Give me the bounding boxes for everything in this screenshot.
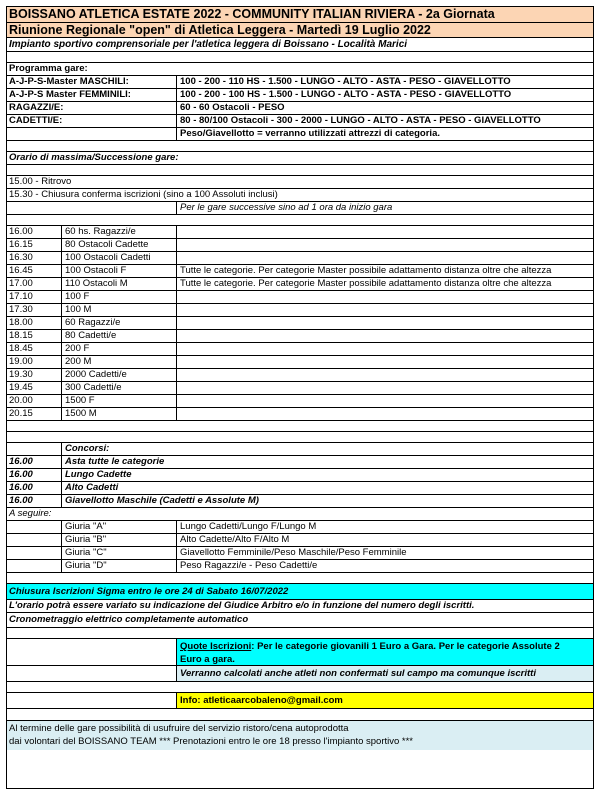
corsa-event: 300 Cadetti/e [61, 382, 176, 394]
corsa-row [6, 291, 594, 304]
corsa-row [6, 278, 594, 291]
giuria-spacer [6, 560, 61, 572]
corsa-event: 60 Ragazzi/e [61, 317, 176, 329]
venue-line: Impianto sportivo comprensoriale per l'atletica leggera di Boissano - Località Marici [6, 38, 594, 52]
corsa-note [176, 226, 594, 238]
programma-events: 60 - 60 Ostacoli - PESO [176, 102, 594, 114]
concorso-time: 16.00 [9, 482, 33, 493]
corsa-note [176, 356, 594, 368]
concorso-time: 16.00 [9, 469, 33, 480]
corsa-event: 200 F [61, 343, 176, 355]
corsa-time: 17.10 [9, 291, 33, 302]
corsa-note [176, 330, 594, 342]
quote-text-2: Euro a gara. [180, 654, 235, 665]
ristoro-line-2: dai volontari del BOISSANO TEAM *** Prenotazioni entro le ore 18 presso l'impianto sportivo *** [9, 736, 414, 747]
ritrovo-text: 15.00 - Ritrovo [9, 176, 72, 187]
corse-table [6, 226, 594, 421]
programma-row [6, 89, 594, 102]
giuria-name: Giuria "D" [61, 560, 176, 572]
giuria-row [6, 547, 594, 560]
chiusura-sigma-text: Chiusura Iscrizioni Sigma entro le ore 24 di Sabato 16/07/2022 [9, 586, 289, 597]
corsa-row [6, 304, 594, 317]
programma-table [6, 76, 594, 128]
corsa-time: 19.30 [9, 369, 33, 380]
page-title: BOISSANO ATLETICA ESTATE 2022 - COMMUNITY ITALIAN RIVIERA - 2a Giornata [6, 6, 594, 23]
corsa-time: 16.30 [9, 252, 33, 263]
non-confermati-text: Verranno calcolati anche atleti non confermati sul campo ma comunque iscritti [176, 666, 594, 681]
giuria-row [6, 534, 594, 547]
concorso-time: 16.00 [9, 495, 33, 506]
spacer-row [6, 421, 594, 432]
giuria-events: Peso Ragazzi/e - Peso Cadetti/e [176, 560, 594, 572]
spacer-row [6, 215, 594, 226]
corsa-row [6, 369, 594, 382]
programma-note: Peso/Giavellotto = verranno utilizzati attrezzi di categoria. [176, 128, 594, 140]
quote-label: Quote Iscrizioni [180, 641, 252, 652]
info-email[interactable]: Info: atleticaarcobaleno@gmail.com [176, 693, 594, 708]
cronometraggio-row [6, 613, 594, 628]
corsa-note [176, 408, 594, 420]
corsa-event: 80 Cadetti/e [61, 330, 176, 342]
ristoro-line-1: Al termine delle gare possibilità di usufruire del servizio ristoro/cena autoprodotta [9, 723, 349, 734]
corsa-note [176, 291, 594, 303]
programma-note-row [6, 128, 594, 141]
chiusura-conferma-text: 15.30 - Chiusura conferma iscrizioni (sino a 100 Assoluti inclusi) [9, 189, 278, 200]
giuria-events: Alto Cadette/Alto F/Alto M [176, 534, 594, 546]
spacer-row [6, 165, 594, 176]
programma-category: A-J-P-S-Master MASCHILI: [9, 76, 129, 87]
corsa-note: Tutte le categorie. Per categorie Master possibile adattamento distanza oltre che altezza [176, 278, 594, 290]
info-row [6, 693, 594, 709]
programma-category: CADETTI/E: [9, 115, 63, 126]
corsa-row [6, 356, 594, 369]
spacer-row [6, 628, 594, 639]
corsa-event: 100 F [61, 291, 176, 303]
corsa-event: 100 M [61, 304, 176, 316]
giuria-row [6, 560, 594, 573]
cronometraggio-text: Cronometraggio elettrico completamente automatico [9, 614, 249, 625]
concorso-row [6, 469, 594, 482]
corsa-event: 100 Ostacoli F [61, 265, 176, 277]
corsa-row [6, 317, 594, 330]
quote-row [6, 639, 594, 666]
programma-row [6, 102, 594, 115]
corsa-row [6, 395, 594, 408]
spacer-row [6, 573, 594, 584]
chiusura-sigma-row [6, 584, 594, 600]
corsa-note [176, 239, 594, 251]
corsa-note [176, 369, 594, 381]
corsa-row [6, 382, 594, 395]
concorso-row [6, 482, 594, 495]
programma-events: 80 - 80/100 Ostacoli - 300 - 2000 - LUNGO - ALTO - ASTA - PESO - GIAVELLOTTO [176, 115, 594, 127]
non-confermati-row [6, 666, 594, 682]
corsa-note [176, 304, 594, 316]
corsa-event: 200 M [61, 356, 176, 368]
corsa-event: 1500 F [61, 395, 176, 407]
corsa-note [176, 395, 594, 407]
giuria-row [6, 521, 594, 534]
corsa-note [176, 317, 594, 329]
corsa-event: 100 Ostacoli Cadetti [61, 252, 176, 264]
programma-category: RAGAZZI/E: [9, 102, 64, 113]
orario-note-text: L'orario potrà essere variato su indicazione del Giudice Arbitro e/o in funzione del numero degli iscritti. [9, 600, 475, 611]
programma-heading [6, 63, 594, 76]
concorsi-heading-row [6, 443, 594, 456]
corsa-note [176, 252, 594, 264]
corsa-time: 16.15 [9, 239, 33, 250]
quote-text-1: : Per le categorie giovanili 1 Euro a Gara. Per le categorie Assolute 2 [251, 641, 560, 652]
corsa-note [176, 343, 594, 355]
orario-note-row [6, 600, 594, 613]
concorso-time: 16.00 [9, 456, 33, 467]
giuria-events: Lungo Cadetti/Lungo F/Lungo M [176, 521, 594, 533]
a-seguire-label: A seguire: [9, 508, 52, 519]
concorso-event: Lungo Cadette [61, 469, 594, 481]
corsa-time: 20.00 [9, 395, 33, 406]
concorsi-table [6, 456, 594, 508]
corsa-time: 18.45 [9, 343, 33, 354]
corsa-time: 18.00 [9, 317, 33, 328]
corsa-row [6, 330, 594, 343]
corsa-row [6, 343, 594, 356]
corsa-time: 19.00 [9, 356, 33, 367]
corsa-event: 110 Ostacoli M [61, 278, 176, 290]
corsa-event: 80 Ostacoli Cadette [61, 239, 176, 251]
corsa-time: 18.15 [9, 330, 33, 341]
corsa-time: 17.30 [9, 304, 33, 315]
spacer-row [6, 682, 594, 693]
spacer-row [6, 52, 594, 63]
corsa-row [6, 252, 594, 265]
concorso-event: Giavellotto Maschile (Cadetti e Assolute M) [61, 495, 594, 507]
corsa-time: 16.45 [9, 265, 33, 276]
a-seguire-row [6, 508, 594, 521]
quote-iscrizioni [176, 639, 594, 665]
concorso-row [6, 456, 594, 469]
giuria-spacer [6, 547, 61, 559]
corsa-time: 16.00 [9, 226, 33, 237]
corsa-note [176, 382, 594, 394]
programma-events: 100 - 200 - 100 HS - 1.500 - LUNGO - ALTO - ASTA - PESO - GIAVELLOTTO [176, 89, 594, 101]
programma-row [6, 115, 594, 128]
concorso-event: Asta tutte le categorie [61, 456, 594, 468]
giurie-table [6, 521, 594, 573]
spacer-row [6, 432, 594, 443]
chiusura-conferma-row [6, 189, 594, 202]
corsa-time: 17.00 [9, 278, 33, 289]
giuria-name: Giuria "C" [61, 547, 176, 559]
orario-heading-row [6, 152, 594, 165]
orario-heading: Orario di massima/Successione gare: [9, 152, 179, 163]
corsa-row [6, 226, 594, 239]
giuria-spacer [6, 534, 61, 546]
corsa-note: Tutte le categorie. Per categorie Master possibile adattamento distanza oltre che altezza [176, 265, 594, 277]
corsa-event: 2000 Cadetti/e [61, 369, 176, 381]
corsa-row [6, 239, 594, 252]
schedule-sheet [6, 6, 594, 750]
corsa-row [6, 265, 594, 278]
page-subtitle: Riunione Regionale "open" di Atletica Leggera - Martedì 19 Luglio 2022 [6, 23, 594, 38]
note-gare-text: Per le gare successive sino ad 1 ora da inizio gara [176, 202, 594, 214]
programma-heading-label: Programma gare: [9, 63, 88, 74]
ritrovo-row [6, 176, 594, 189]
spacer-row [6, 709, 594, 721]
corsa-time: 20.15 [9, 408, 33, 419]
spacer-row [6, 141, 594, 152]
ristoro-note [6, 721, 594, 750]
giuria-events: Giavellotto Femminile/Peso Maschile/Peso Femminile [176, 547, 594, 559]
corsa-row [6, 408, 594, 421]
note-gare-row [6, 202, 594, 215]
giuria-name: Giuria "B" [61, 534, 176, 546]
corsa-event: 60 hs. Ragazzi/e [61, 226, 176, 238]
concorsi-heading: Concorsi: [61, 443, 594, 455]
corsa-event: 1500 M [61, 408, 176, 420]
programma-row [6, 76, 594, 89]
programma-events: 100 - 200 - 110 HS - 1.500 - LUNGO - ALTO - ASTA - PESO - GIAVELLOTTO [176, 76, 594, 88]
giuria-name: Giuria "A" [61, 521, 176, 533]
corsa-time: 19.45 [9, 382, 33, 393]
concorso-row [6, 495, 594, 508]
giuria-spacer [6, 521, 61, 533]
programma-category: A-J-P-S Master FEMMINILI: [9, 89, 131, 100]
concorso-event: Alto Cadetti [61, 482, 594, 494]
